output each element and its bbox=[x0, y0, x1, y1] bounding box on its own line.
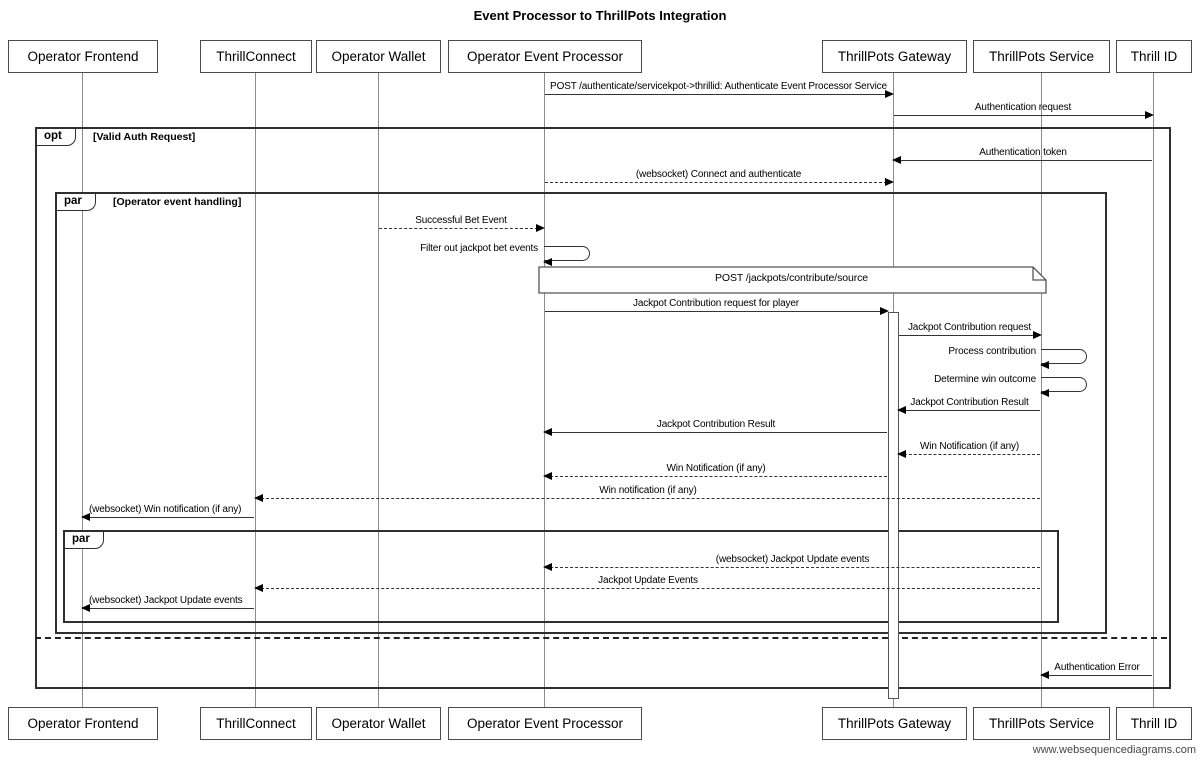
message-label: Win Notification (if any) bbox=[919, 441, 1020, 452]
message-label: (websocket) Jackpot Update events bbox=[89, 595, 243, 606]
message-websocket-jackpot-update-1 bbox=[544, 554, 1041, 573]
arrow-line bbox=[545, 94, 892, 95]
selfcall-filter-label: Filter out jackpot bet events bbox=[420, 243, 538, 254]
selfcall-process-label: Process contribution bbox=[948, 346, 1036, 357]
participant-thrillpots-gateway-top: ThrillPots Gateway bbox=[822, 40, 967, 73]
fragment-par-outer-condition: [Operator event handling] bbox=[113, 196, 242, 208]
message-websocket-jackpot-update-2 bbox=[82, 595, 255, 614]
message-websocket-win-notification bbox=[82, 504, 255, 523]
arrowhead-left-icon bbox=[892, 156, 901, 164]
arrow-line bbox=[899, 335, 1040, 336]
message-label: Win notification (if any) bbox=[599, 485, 697, 496]
arrow-line bbox=[899, 410, 1040, 411]
participant-thrill-id-top: Thrill ID bbox=[1116, 40, 1192, 73]
arrow-line bbox=[256, 498, 1040, 499]
participant-operator-event-processor-bottom: Operator Event Processor bbox=[448, 707, 642, 740]
message-label: Jackpot Contribution request for player bbox=[633, 298, 799, 309]
arrow-line bbox=[379, 228, 543, 229]
arrow-line bbox=[545, 432, 887, 433]
message-label: (websocket) Connect and authenticate bbox=[635, 169, 802, 180]
message-label: Win Notification (if any) bbox=[666, 463, 766, 474]
arrow-line bbox=[1042, 675, 1152, 676]
arrowhead-right-icon bbox=[536, 224, 545, 232]
message-win-notification-1 bbox=[898, 441, 1041, 460]
message-authentication-token bbox=[893, 147, 1153, 166]
note-text: POST /jackpots/contribute/source bbox=[714, 272, 868, 284]
participant-operator-frontend-bottom: Operator Frontend bbox=[8, 707, 158, 740]
message-jackpot-contribution-request bbox=[898, 322, 1041, 341]
participant-operator-wallet-top: Operator Wallet bbox=[316, 40, 441, 73]
message-label: Jackpot Update Events bbox=[598, 575, 698, 586]
message-authentication-request bbox=[893, 102, 1153, 121]
message-label: Authentication request bbox=[974, 102, 1072, 113]
message-jackpot-contribution-request-player bbox=[544, 298, 888, 317]
arrowhead-left-icon bbox=[897, 450, 906, 458]
arrowhead-right-icon bbox=[885, 90, 894, 98]
arrowhead-left-icon bbox=[81, 604, 90, 612]
message-label: Jackpot Contribution Result bbox=[656, 419, 776, 430]
arrow-line bbox=[894, 160, 1152, 161]
participant-thrill-id-bottom: Thrill ID bbox=[1116, 707, 1192, 740]
selfcall-determine-label: Determine win outcome bbox=[934, 374, 1036, 385]
arrow-line bbox=[899, 454, 1040, 455]
arrow-line bbox=[545, 567, 1040, 568]
fragment-opt-label: opt bbox=[37, 129, 76, 146]
arrowhead-left-icon bbox=[543, 258, 552, 266]
participant-thrillpots-gateway-bottom: ThrillPots Gateway bbox=[822, 707, 967, 740]
arrow-line bbox=[256, 588, 1040, 589]
message-label: Authentication Error bbox=[1054, 662, 1140, 673]
message-label: (websocket) Win notification (if any) bbox=[89, 504, 242, 515]
message-authenticate-post bbox=[544, 81, 893, 100]
arrow-line bbox=[545, 182, 892, 183]
message-label: (websocket) Jackpot Update events bbox=[715, 554, 870, 565]
arrowhead-left-icon bbox=[543, 472, 552, 480]
arrowhead-left-icon bbox=[254, 584, 263, 592]
arrowhead-left-icon bbox=[254, 494, 263, 502]
participant-operator-event-processor-top: Operator Event Processor bbox=[448, 40, 642, 73]
arrow-line bbox=[83, 517, 254, 518]
message-label: Authentication token bbox=[979, 147, 1067, 158]
message-label: Jackpot Contribution Result bbox=[910, 397, 1029, 408]
participant-thrillconnect-bottom: ThrillConnect bbox=[200, 707, 312, 740]
diagram-title: Event Processor to ThrillPots Integration bbox=[473, 8, 727, 23]
arrowhead-left-icon bbox=[1040, 361, 1049, 369]
arrowhead-left-icon bbox=[81, 513, 90, 521]
arrowhead-right-icon bbox=[885, 178, 894, 186]
arrowhead-right-icon bbox=[1033, 331, 1042, 339]
selfcall-determine-loop bbox=[1041, 377, 1087, 392]
arrow-line bbox=[545, 311, 887, 312]
arrowhead-left-icon bbox=[1040, 389, 1049, 397]
participant-thrillpots-service-top: ThrillPots Service bbox=[973, 40, 1110, 73]
message-jackpot-contribution-result-1 bbox=[898, 397, 1041, 416]
participant-operator-wallet-bottom: Operator Wallet bbox=[316, 707, 441, 740]
message-successful-bet-event bbox=[378, 215, 544, 234]
selfcall-filter-loop bbox=[544, 246, 590, 261]
arrowhead-right-icon bbox=[1145, 111, 1154, 119]
watermark: www.websequencediagrams.com bbox=[1032, 744, 1196, 756]
fragment-par-inner-label: par bbox=[65, 532, 104, 549]
fragment-par-outer-label: par bbox=[57, 194, 96, 211]
message-win-notification-2 bbox=[544, 463, 888, 482]
selfcall-process-loop bbox=[1041, 349, 1087, 364]
participant-operator-frontend-top: Operator Frontend bbox=[8, 40, 158, 73]
arrowhead-left-icon bbox=[543, 428, 552, 436]
message-label: Jackpot Contribution request bbox=[907, 322, 1032, 333]
message-authentication-error bbox=[1041, 662, 1153, 681]
message-label: POST /authenticate/servicekpot->thrillid: Authenticate Event Processor Service bbox=[550, 81, 887, 92]
participant-thrillconnect-top: ThrillConnect bbox=[200, 40, 312, 73]
participant-thrillpots-service-bottom: ThrillPots Service bbox=[973, 707, 1110, 740]
arrow-line bbox=[83, 608, 254, 609]
arrow-line bbox=[894, 115, 1152, 116]
arrow-line bbox=[545, 476, 887, 477]
arrowhead-right-icon bbox=[880, 307, 889, 315]
arrowhead-left-icon bbox=[1040, 671, 1049, 679]
message-jackpot-update-events bbox=[255, 575, 1041, 594]
arrowhead-left-icon bbox=[897, 406, 906, 414]
message-label: Successful Bet Event bbox=[415, 215, 507, 226]
activation-thrillpots-gateway bbox=[888, 312, 899, 699]
message-websocket-connect bbox=[544, 169, 893, 188]
message-win-notification-3 bbox=[255, 485, 1041, 504]
opt-else-divider bbox=[35, 637, 1167, 639]
fragment-opt-condition: [Valid Auth Request] bbox=[93, 131, 196, 143]
arrowhead-left-icon bbox=[543, 563, 552, 571]
message-jackpot-contribution-result-2 bbox=[544, 419, 888, 438]
